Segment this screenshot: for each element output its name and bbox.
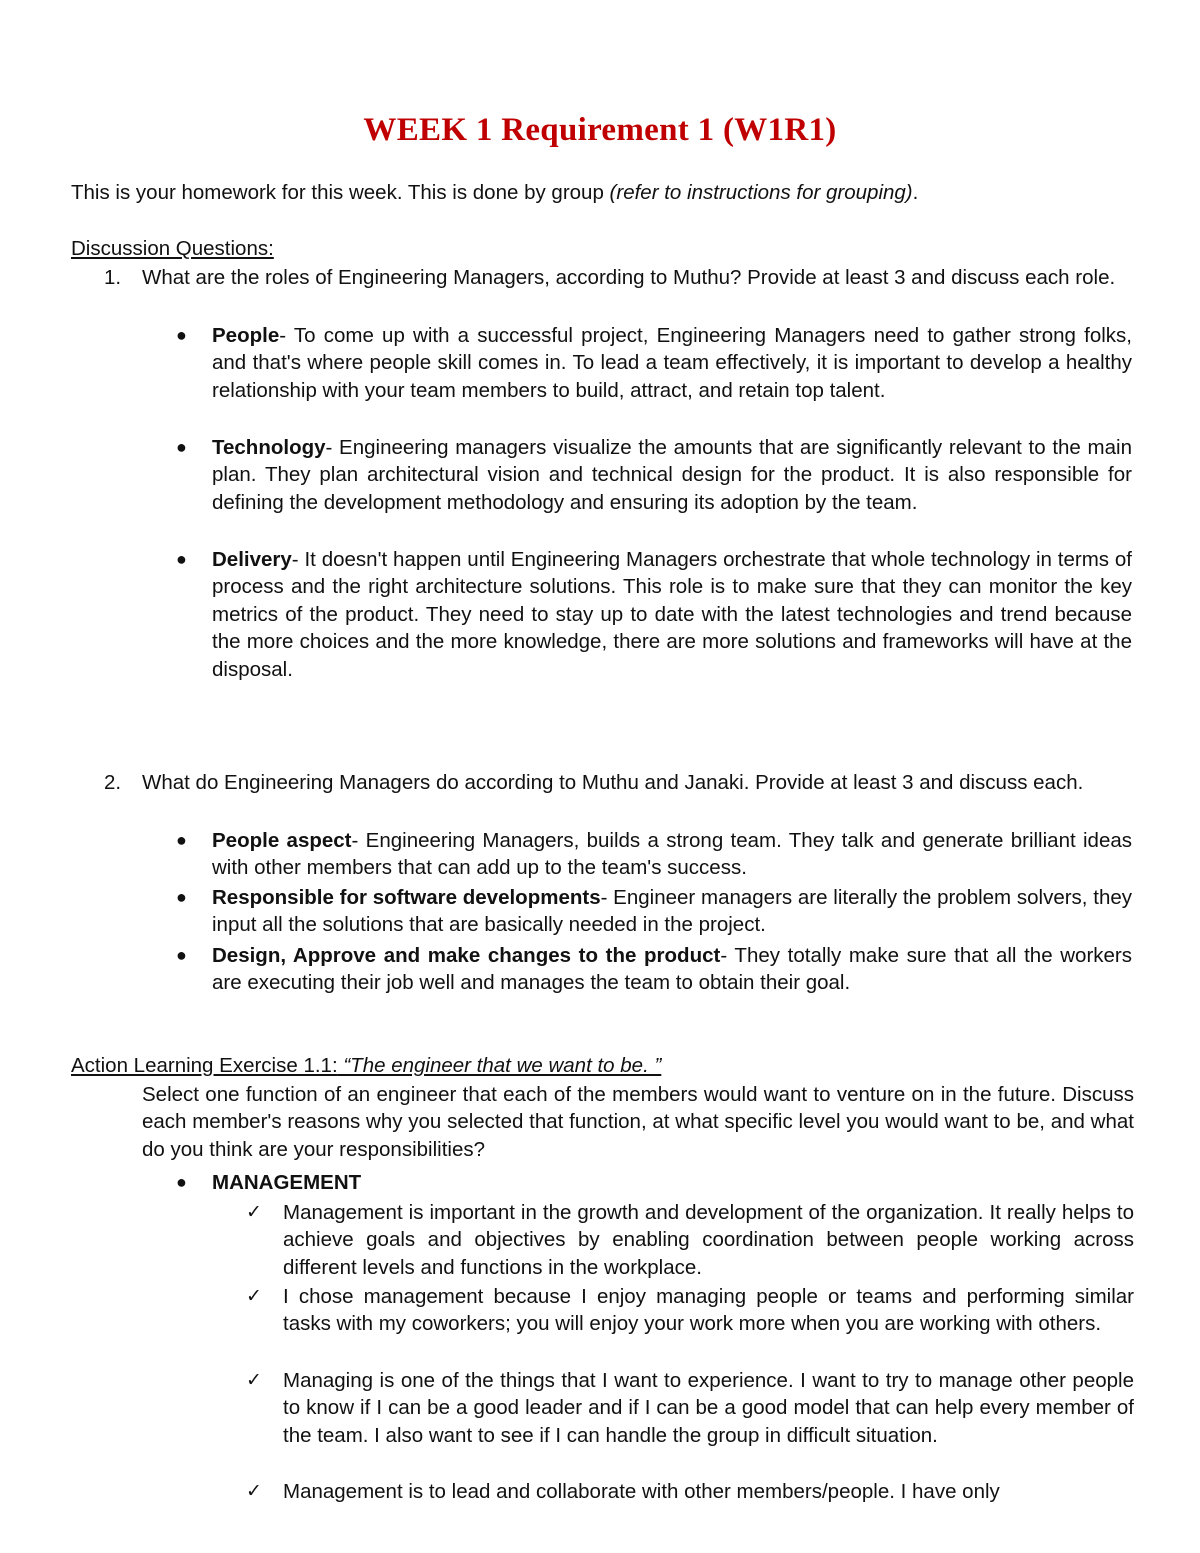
bullet-label: Design, Approve and make changes to the product: [212, 944, 721, 967]
bullet-label: People aspect: [212, 829, 352, 852]
intro-text: This is your homework for this week. This is done by group: [71, 181, 610, 204]
bullet-label: People: [212, 324, 280, 347]
check-item: Management is important in the growth and development of the organization. It really helps to achieve goals and objectives by enabling coordination between people working across different levels and functions in the workplace.: [283, 1201, 1134, 1279]
check-item: I chose management because I enjoy managing people or teams and performing similar tasks with my coworkers; you will enjoy your work more when you are working with others.: [283, 1285, 1134, 1336]
checkmark-icon: ✓: [246, 1201, 262, 1223]
list-item: [212, 546, 1132, 683]
bullet-label: Delivery: [212, 548, 292, 571]
intro-italic-note: (refer to instructions for grouping): [609, 181, 913, 204]
action-learning-heading: [71, 1052, 661, 1079]
question-number: 2.: [104, 771, 122, 794]
bullet-text: - Engineering Managers, builds a strong team. They talk and generate brilliant ideas with other members that can add up to the team's success.: [212, 829, 1133, 880]
action-learning-prompt: Select one function of an engineer that each of the members would want to venture on in the future. Discuss each member's reasons why you selected that function, at what specific level you would want to be, and what do you think are your responsibilities?: [142, 1083, 1134, 1161]
intro-paragraph: [71, 179, 1141, 206]
bullet-icon: ●: [176, 830, 187, 850]
bullet-icon: ●: [176, 325, 187, 345]
page-title: WEEK 1 Requirement 1 (W1R1): [363, 112, 837, 148]
bullet-icon: ●: [176, 437, 187, 457]
bullet-text: - Engineer managers are literally the problem solvers, they input all the solutions that are basically needed in the project.: [212, 886, 1132, 937]
bullet-icon: ●: [176, 549, 187, 569]
checkmark-icon: ✓: [246, 1369, 262, 1391]
question-text: What do Engineering Managers do according to Muthu and Janaki. Provide at least 3 and discuss each.: [142, 771, 1084, 794]
bullet-text: - Engineering managers visualize the amounts that are significantly relevant to the main plan. They plan architectural vision and technical design for the product. It is also responsible for defining the development methodology and ensuring its adoption by the team.: [212, 436, 1132, 514]
checkmark-icon: ✓: [246, 1480, 262, 1502]
intro-end: .: [912, 181, 919, 204]
bullet-text: - They totally make sure that all the workers are executing their job well and manages the team to obtain their goal.: [212, 944, 1132, 995]
function-label: MANAGEMENT: [212, 1171, 362, 1194]
list-item: [212, 434, 1132, 516]
bullet-icon: ●: [176, 887, 187, 907]
list-item: [212, 322, 1132, 404]
list-item: [212, 827, 1132, 882]
action-learning-quote: “The engineer that we want to be. ”: [337, 1054, 662, 1077]
bullet-icon: ●: [176, 945, 187, 965]
bullet-label: Technology: [212, 436, 326, 459]
check-item: Management is to lead and collaborate with other members/people. I have only: [283, 1480, 1000, 1503]
discussion-heading: Discussion Questions:: [71, 237, 274, 260]
checkmark-icon: ✓: [246, 1285, 262, 1307]
list-item: [212, 942, 1132, 997]
action-learning-title: Action Learning Exercise 1.1:: [71, 1054, 338, 1077]
list-item: [212, 884, 1132, 939]
bullet-text: - It doesn't happen until Engineering Managers orchestrate that whole technology in terms of process and the right architecture solutions. This role is to make sure that they can monitor the key metrics of the product. They need to stay up to date with the latest technologies and trend because the more choices and the more knowledge, there are more solutions and frameworks will have at the disposal.: [212, 548, 1132, 681]
question-text: What are the roles of Engineering Managers, according to Muthu? Provide at least 3 and discuss each role.: [142, 266, 1116, 289]
question-number: 1.: [104, 266, 122, 289]
check-item: Managing is one of the things that I want to experience. I want to try to manage other people to know if I can be a good leader and if I can be a good model that can help every member of the team. I also want to see if I can handle the group in difficult situation.: [283, 1369, 1134, 1447]
bullet-text: - To come up with a successful project, Engineering Managers need to gather strong folks, and that's where people skill comes in. To lead a team effectively, it is important to develop a healthy relationship with your team members to build, attract, and retain top talent.: [212, 324, 1132, 402]
bullet-icon: ●: [176, 1172, 187, 1192]
bullet-label: Responsible for software developments: [212, 886, 601, 909]
